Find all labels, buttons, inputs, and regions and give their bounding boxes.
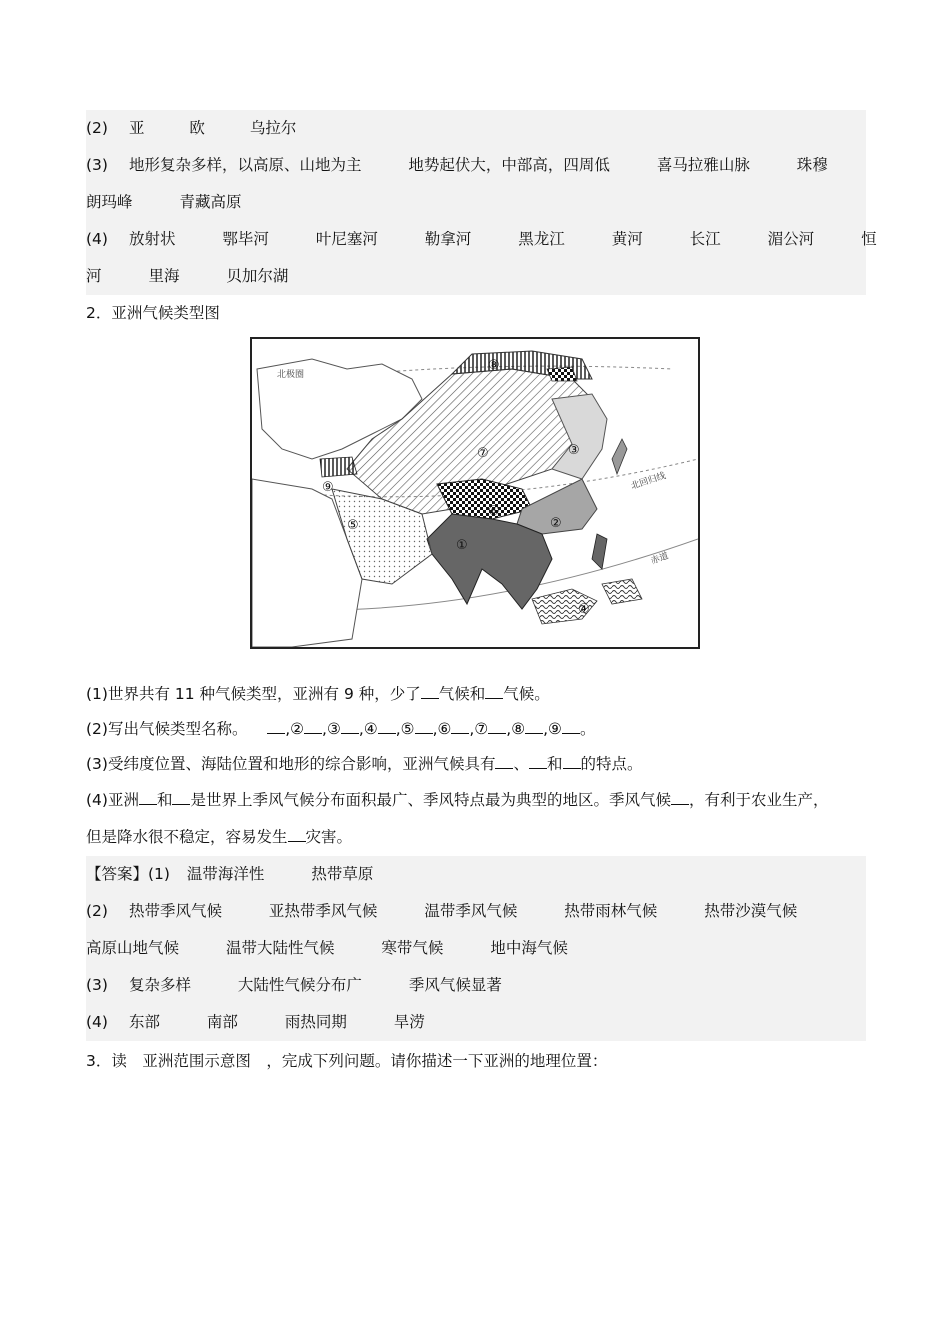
- answer-item: 珠穆: [796, 156, 828, 174]
- answer-item: 朗玛峰: [86, 193, 133, 211]
- blank[interactable]: [139, 792, 157, 805]
- blank[interactable]: [415, 721, 433, 734]
- answer-item: 恒: [861, 230, 877, 248]
- japan-outline: [612, 439, 627, 474]
- region-marker-3: ③: [568, 443, 580, 458]
- answer-item: 旱涝: [393, 1013, 425, 1031]
- answer-item: 热带雨林气候: [564, 902, 658, 920]
- answer-item: 南部: [206, 1013, 238, 1031]
- answer-number: (2): [86, 119, 108, 137]
- answer-item: 大陆性气候分布广: [237, 976, 362, 994]
- answer-item: 放射状: [128, 230, 176, 248]
- blank[interactable]: [172, 792, 190, 805]
- answer-line-2: [86, 110, 866, 147]
- map-label-equator: 赤道: [649, 551, 670, 567]
- asia-climate-map: [250, 337, 700, 649]
- answer-line-3: [86, 147, 866, 184]
- answer2-line-2-cont: [86, 930, 866, 967]
- answer-number: (4): [86, 1013, 108, 1031]
- region-marker-9: ⑨: [322, 480, 334, 495]
- region-marker-8: ⑧: [488, 358, 500, 373]
- map-svg: [252, 339, 698, 647]
- answer-item: 季风气候显著: [408, 976, 502, 994]
- blank[interactable]: [288, 829, 306, 842]
- answer-item: 温带季风气候: [424, 902, 518, 920]
- answer-item: 勒拿河: [424, 230, 472, 248]
- answer-item: 复杂多样: [128, 976, 191, 994]
- region-marker-7: ⑦: [477, 446, 489, 461]
- answer-item: 温带海洋性: [186, 865, 265, 883]
- answer-number: (3): [86, 976, 108, 994]
- question-2-sub3: (3)受纬度位置、海陆位置和地形的综合影响，亚洲气候具有 、 和 的特点。: [86, 755, 643, 773]
- answer-item: 长江: [689, 230, 721, 248]
- answer-number: (3): [86, 156, 108, 174]
- question-2-sub4: (4)亚洲 和 是世界上季风气候分布面积最广、季风特点最为典型的地区。季风气候 ，有利于农业生产， 但是降水很不稳定，容易发生 灾害。: [86, 791, 829, 846]
- answer-line-4-cont: [86, 258, 866, 295]
- answer-item: 雨热同期: [284, 1013, 347, 1031]
- region-marker-2: ②: [550, 516, 562, 531]
- region-marker-1: ①: [456, 538, 468, 553]
- blank[interactable]: [671, 792, 689, 805]
- answer-number: (2): [86, 902, 108, 920]
- blank[interactable]: [488, 721, 506, 734]
- region-highland: [437, 479, 532, 519]
- answer-item: 欧: [189, 119, 205, 137]
- answer2-line-4: [86, 1004, 866, 1041]
- answer-line-3-cont: [86, 184, 866, 221]
- blank[interactable]: [341, 721, 359, 734]
- philippines-outline: [592, 534, 607, 569]
- answer-item: 寒带气候: [381, 939, 444, 957]
- blank[interactable]: [421, 686, 439, 699]
- region-mediterranean: [320, 457, 357, 477]
- region-tropical-rainforest-east: [602, 579, 642, 604]
- answer-item: 湄公河: [767, 230, 815, 248]
- answer2-line-2: [86, 893, 866, 930]
- answer-line-4: [86, 221, 877, 258]
- answer-item: 河: [86, 267, 102, 285]
- question-2-sub1: (1)世界共有 11 种气候类型，亚洲有 9 种，少了 气候和 气候。: [86, 685, 550, 703]
- blank[interactable]: [562, 721, 580, 734]
- answer-head: 【答案】(1): [86, 865, 170, 883]
- answer-item: 热带季风气候: [128, 902, 222, 920]
- region-marker-5: ⑤: [347, 518, 359, 533]
- answer-item: 东部: [128, 1013, 160, 1031]
- question-3-title: 3．读 亚洲范围示意图 ，完成下列问题。请你描述一下亚洲的地理位置：: [86, 1052, 608, 1070]
- blank[interactable]: [304, 721, 322, 734]
- answer-item: 乌拉尔: [249, 119, 297, 137]
- answer-item: 叶尼塞河: [315, 230, 378, 248]
- region-marker-4: ④: [578, 602, 590, 617]
- blank[interactable]: [451, 721, 469, 734]
- region-highland-north: [547, 367, 577, 381]
- answer-item: 高原山地气候: [86, 939, 180, 957]
- answer-item: 亚: [128, 119, 145, 137]
- map-label-tropic: 北回归线: [629, 471, 668, 492]
- answer2-line-3: [86, 967, 866, 1004]
- answer-item: 热带沙漠气候: [704, 902, 798, 920]
- answer-item: 地势起伏大，中部高，四周低: [408, 156, 610, 174]
- blank[interactable]: [495, 756, 513, 769]
- question-2-title: 2．亚洲气候类型图: [86, 304, 220, 322]
- map-label-arctic: 北极圈: [277, 370, 305, 380]
- answer-item: 里海: [148, 267, 180, 285]
- answer-item: 鄂毕河: [222, 230, 269, 248]
- document-page: [86, 110, 877, 1079]
- answer-item: 温带大陆性气候: [225, 939, 335, 957]
- answer-item: 青藏高原: [179, 193, 242, 211]
- answer-item: 亚热带季风气候: [268, 902, 378, 920]
- answer-item: 热带草原: [311, 865, 374, 883]
- answer-item: 黄河: [611, 230, 643, 248]
- answer-item: 喜马拉雅山脉: [656, 156, 750, 174]
- answer-item: 地形复杂多样，以高原、山地为主: [128, 156, 362, 174]
- blank[interactable]: [529, 756, 547, 769]
- answer-block-q2: [86, 856, 866, 1041]
- blank[interactable]: [378, 721, 396, 734]
- answer-item: 黑龙江: [518, 230, 565, 248]
- question-2-sub2: (2)写出气候类型名称。 ,② ,③ ,④ ,⑤ ,⑥ ,⑦ ,⑧ ,⑨ 。: [86, 720, 596, 738]
- answer2-line-1: [86, 856, 866, 893]
- blank[interactable]: [563, 756, 581, 769]
- blank[interactable]: [485, 686, 503, 699]
- blank[interactable]: [525, 721, 543, 734]
- answer-number: (4): [86, 230, 108, 248]
- answer-block-q1: [86, 110, 877, 295]
- answer-item: 贝加尔湖: [226, 267, 289, 285]
- blank[interactable]: [267, 721, 285, 734]
- answer-item: 地中海气候: [490, 939, 568, 957]
- region-marker-6: ⑥: [488, 504, 500, 519]
